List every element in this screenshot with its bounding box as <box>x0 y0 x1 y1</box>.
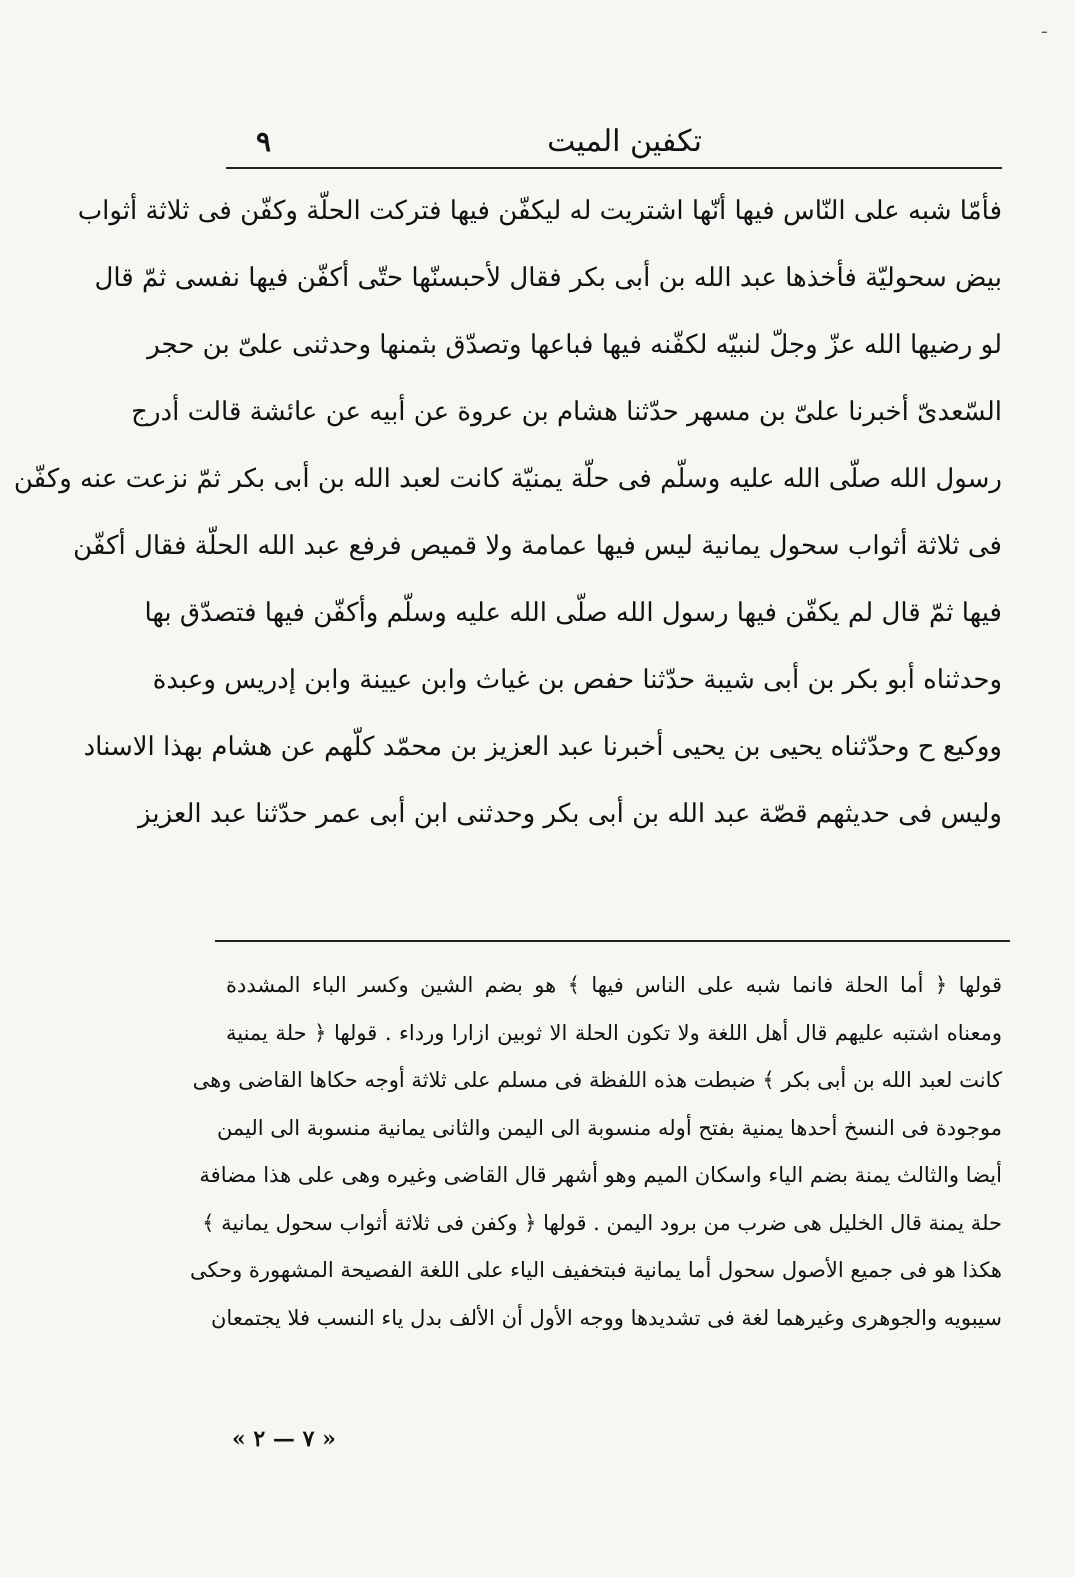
text-line: السّعدىّ أخبرنا علىّ بن مسهر حدّثنا هشام بن عروة عن أبيه عن عائشة قالت أدرج <box>131 397 1002 427</box>
header-rule <box>226 167 1002 169</box>
commentary-text <box>190 962 1002 1342</box>
text-line: وليس فى حديثهم قصّة عبد الله بن أبى بكر وحدثنى ابن أبى عمر حدّثنا عبد العزيز <box>138 799 1002 829</box>
note-line: قولها ﴿ أما الحلة فانما شبه على الناس فيها ﴾ هو بضم الشين وكسر الباء المشددة <box>226 973 1002 997</box>
printer-signature: « ٧ — ٢ » <box>232 1426 336 1452</box>
text-line: لو رضيها الله عزّ وجلّ لنبيّه لكفّنه فيها فباعها وتصدّق بثمنها وحدثنى علىّ بن حجر <box>147 330 1002 360</box>
note-line: كانت لعبد الله بن أبى بكر ﴾ ضبطت هذه اللفظة فى مسلم على ثلاثة أوجه حكاها القاضى وهى <box>192 1068 1002 1092</box>
note-line: سيبويه والجوهرى وغيرهما لغة فى تشديدها ووجه الأول أن الألف بدل ياء النسب فلا يجتمعان <box>211 1305 1002 1330</box>
margin-mark: ـ <box>1042 18 1047 37</box>
text-line: وحدثناه أبو بكر بن أبى شيبة حدّثنا حفص بن غياث وابن عيينة وابن إدريس وعبدة <box>152 665 1002 695</box>
text-line: فيها ثمّ قال لم يكفّن فيها رسول الله صلّى الله عليه وسلّم وأكفّن فيها فتصدّق بها <box>144 598 1002 628</box>
text-line: رسول الله صلّى الله عليه وسلّم فى حلّة يمنيّة كانت لعبد الله بن أبى بكر ثمّ نزعت عنه وكفّن <box>13 464 1002 494</box>
commentary-divider <box>215 940 1010 942</box>
note-line: هكذا هو فى جميع الأصول سحول أما يمانية فبتخفيف الياء على اللغة الفصيحة المشهورة وحكى <box>190 1258 1002 1282</box>
hadith-text <box>13 178 1002 848</box>
note-line: ومعناه اشتبه عليهم قال أهل اللغة ولا تكون الحلة الا ثوبين ازارا ورداء . قولها ﴿ حلة يمنية <box>226 1020 1002 1045</box>
text-line: فأمّا شبه على النّاس فيها أنّها اشتريت له ليكفّن فيها فتركت الحلّة وكفّن فى ثلاثة أثواب <box>77 196 1002 226</box>
note-line: أيضا والثالث يمنة بضم الياء واسكان الميم وهو أشهر قال القاضى وغيره وهى على هذا مضافة <box>199 1163 1002 1187</box>
text-line: ووكيع ح وحدّثناه يحيى بن يحيى أخبرنا عبد العزيز بن محمّد كلّهم عن هشام بهذا الاسناد <box>83 732 1002 762</box>
note-line: حلة يمنة قال الخليل هى ضرب من برود اليمن . قولها ﴿ وكفن فى ثلاثة أثواب سحول يمانية ﴾ <box>202 1210 1002 1235</box>
text-line: بيض سحوليّة فأخذها عبد الله بن أبى بكر فقال لأحبسنّها حتّى أكفّن فيها نفسى ثمّ قال <box>94 263 1002 293</box>
page-number: ٩ <box>256 125 272 158</box>
running-header <box>226 122 1002 162</box>
note-line: موجودة فى النسخ أحدها يمنية بفتح أوله منسوبة الى اليمن والثانى يمانية منسوبة الى اليمن <box>216 1115 1002 1140</box>
text-line: فى ثلاثة أثواب سحول يمانية ليس فيها عمامة ولا قميص فرفع عبد الله الحلّة فقال أكفّن <box>73 531 1002 561</box>
chapter-title: تكفين الميت <box>547 124 702 159</box>
